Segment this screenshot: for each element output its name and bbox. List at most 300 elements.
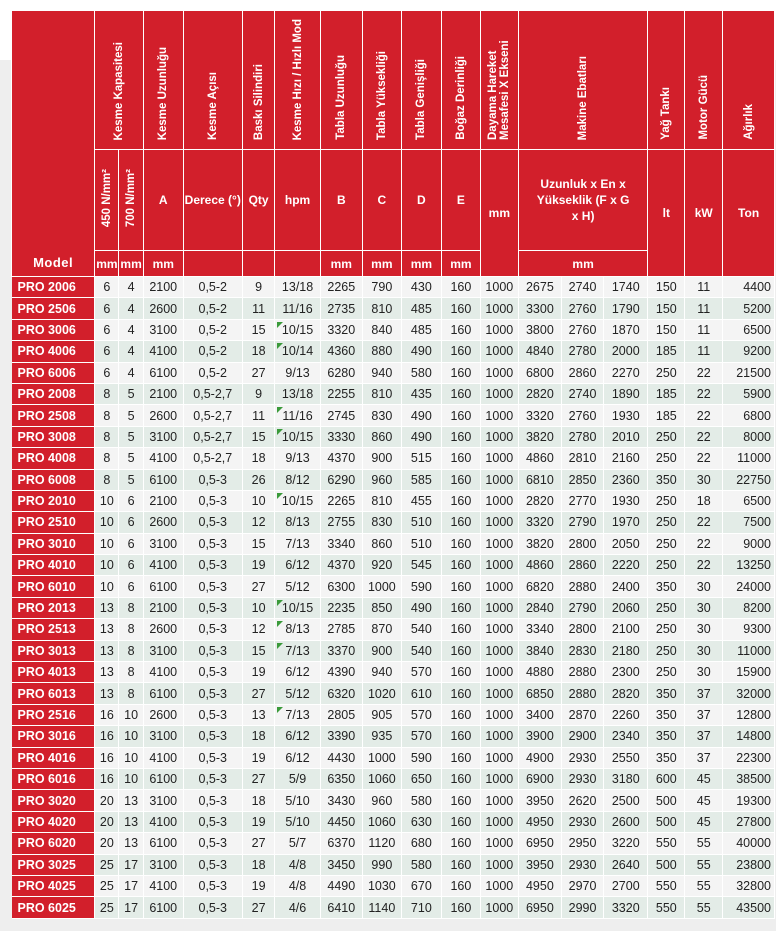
ebat-g-cell: 2800 <box>562 533 604 554</box>
tabla-yuksekligi-cell: 960 <box>362 469 401 490</box>
tabla-yuksekligi-cell: 790 <box>362 277 401 298</box>
kesme-uzunlugu-cell: 2600 <box>143 704 183 725</box>
kesme-acisi-cell: 0,5-2,7 <box>183 426 242 447</box>
cap450-cell: 6 <box>95 341 119 362</box>
bogaz-derinligi-cell: 160 <box>441 555 480 576</box>
tabla-yuksekligi-cell: 920 <box>362 555 401 576</box>
cap450-cell: 8 <box>95 469 119 490</box>
hpm-cell: 4/8 <box>275 875 320 896</box>
baski-silindiri-cell: 27 <box>242 768 275 789</box>
baski-silindiri-cell: 19 <box>242 811 275 832</box>
ebat-f-cell: 6950 <box>518 833 561 854</box>
spec-table <box>11 10 775 919</box>
ebat-f-cell: 3840 <box>518 640 561 661</box>
yag-tanki-cell: 250 <box>648 512 685 533</box>
hpm-cell: 7/13 <box>275 533 320 554</box>
bogaz-derinligi-cell: 160 <box>441 426 480 447</box>
bogaz-derinligi-cell: 160 <box>441 576 480 597</box>
yag-tanki-label: Yağ Tankı <box>660 87 673 140</box>
model-cell: PRO 2508 <box>12 405 95 426</box>
tabla-genisligi-cell: 490 <box>401 405 441 426</box>
tabla-uzunlugu-cell: 2235 <box>320 597 362 618</box>
motor-gucu-header <box>685 11 723 150</box>
motor-gucu-cell: 37 <box>685 704 723 725</box>
model-cell: PRO 4010 <box>12 555 95 576</box>
agirlik-cell: 9300 <box>723 619 775 640</box>
hpm-cell: 8/13 <box>275 512 320 533</box>
e-label: E <box>456 193 465 207</box>
dayama-unit-label: mm <box>488 206 510 220</box>
bogaz-derinligi-header <box>441 11 480 150</box>
baski-silindiri-label: Baskı Silindiri <box>252 63 265 140</box>
tabla-genisligi-cell: 570 <box>401 726 441 747</box>
tabla-genisligi-cell: 630 <box>401 811 441 832</box>
agirlik-cell: 27800 <box>723 811 775 832</box>
table-row <box>12 747 775 768</box>
hpm-cell: 7/13 <box>275 704 320 725</box>
bogaz-derinligi-cell: 160 <box>441 726 480 747</box>
model-cell: PRO 6016 <box>12 768 95 789</box>
ebat-f-cell: 3300 <box>518 298 561 319</box>
bogaz-derinligi-cell: 160 <box>441 490 480 511</box>
ebat-g-cell: 2860 <box>562 555 604 576</box>
cap450-cell: 13 <box>95 640 119 661</box>
agirlik-cell: 6500 <box>723 490 775 511</box>
cap700-cell: 8 <box>119 597 143 618</box>
kesme-uzunlugu-cell: 2100 <box>143 490 183 511</box>
corner-marker-icon <box>277 343 283 349</box>
ebat-f-cell: 6900 <box>518 768 561 789</box>
tabla-uzunlugu-cell: 4360 <box>320 341 362 362</box>
dayama-header <box>480 11 518 150</box>
tabla-genisligi-header <box>401 11 441 150</box>
ebat-g-cell: 2740 <box>562 383 604 404</box>
tabla-yuksekligi-cell: 900 <box>362 448 401 469</box>
motor-gucu-cell: 30 <box>685 469 723 490</box>
bogaz-derinligi-cell: 160 <box>441 362 480 383</box>
kesme-acisi-cell: 0,5-3 <box>183 619 242 640</box>
model-cell: PRO 2010 <box>12 490 95 511</box>
dayama-cell: 1000 <box>480 768 518 789</box>
motor-gucu-cell: 30 <box>685 662 723 683</box>
hpm-cell: 5/7 <box>275 833 320 854</box>
kesme-acisi-cell: 0,5-3 <box>183 790 242 811</box>
kesme-acisi-cell: 0,5-3 <box>183 897 242 918</box>
table-row <box>12 726 775 747</box>
table-row <box>12 298 775 319</box>
ebat-g-cell: 2880 <box>562 662 604 683</box>
baski-silindiri-cell: 11 <box>242 405 275 426</box>
tabla-genisligi-cell: 455 <box>401 490 441 511</box>
tabla-yuksekligi-cell: 905 <box>362 704 401 725</box>
empty-unit <box>275 251 320 277</box>
kesme-uzunlugu-cell: 4100 <box>143 448 183 469</box>
model-cell: PRO 4006 <box>12 341 95 362</box>
ebat-g-cell: 2760 <box>562 319 604 340</box>
tabla-uzunlugu-cell: 3450 <box>320 854 362 875</box>
cap450-cell: 6 <box>95 298 119 319</box>
tabla-uzunlugu-cell: 2785 <box>320 619 362 640</box>
yag-tanki-cell: 150 <box>648 298 685 319</box>
ton-header <box>723 150 775 277</box>
cap700-cell: 13 <box>119 833 143 854</box>
tabla-genisligi-cell: 580 <box>401 790 441 811</box>
agirlik-cell: 5900 <box>723 383 775 404</box>
ebat-g-cell: 2780 <box>562 341 604 362</box>
yag-tanki-cell: 500 <box>648 790 685 811</box>
bogaz-derinligi-cell: 160 <box>441 897 480 918</box>
ebat-h-cell: 1970 <box>604 512 648 533</box>
bogaz-derinligi-cell: 160 <box>441 833 480 854</box>
hpm-cell: 10/15 <box>275 319 320 340</box>
ebat-f-cell: 4860 <box>518 555 561 576</box>
bogaz-derinligi-cell: 160 <box>441 875 480 896</box>
tabla-yuksekligi-cell: 830 <box>362 405 401 426</box>
tabla-uzunlugu-cell: 4370 <box>320 448 362 469</box>
ebat-h-cell: 2340 <box>604 726 648 747</box>
table-row <box>12 768 775 789</box>
model-cell: PRO 6013 <box>12 683 95 704</box>
header-row-units <box>12 150 775 251</box>
tabla-genisligi-cell: 510 <box>401 512 441 533</box>
baski-silindiri-cell: 10 <box>242 597 275 618</box>
hpm-cell: 10/15 <box>275 490 320 511</box>
mm-label: mm <box>96 256 118 271</box>
tabla-yuksekligi-cell: 850 <box>362 597 401 618</box>
ebat-formula-label: Uzunluk x En x Yükseklik (F x G x H) <box>536 177 630 223</box>
tabla-genisligi-cell: 670 <box>401 875 441 896</box>
table-row <box>12 405 775 426</box>
kesme-acisi-cell: 0,5-2 <box>183 319 242 340</box>
ebat-h-cell: 2100 <box>604 619 648 640</box>
ebat-f-cell: 6850 <box>518 683 561 704</box>
cap700-cell: 6 <box>119 576 143 597</box>
mm-label: mm <box>572 256 594 271</box>
agirlik-cell: 15900 <box>723 662 775 683</box>
ebat-h-cell: 1790 <box>604 298 648 319</box>
mm-label: mm <box>410 256 433 271</box>
model-cell: PRO 2008 <box>12 383 95 404</box>
ebat-h-cell: 1740 <box>604 277 648 298</box>
tabla-genisligi-cell: 490 <box>401 597 441 618</box>
kesme-acisi-cell: 0,5-3 <box>183 576 242 597</box>
agirlik-cell: 9200 <box>723 341 775 362</box>
kesme-acisi-cell: 0,5-3 <box>183 726 242 747</box>
tabla-uzunlugu-cell: 3390 <box>320 726 362 747</box>
cap450-cell: 8 <box>95 383 119 404</box>
cap450-cell: 13 <box>95 619 119 640</box>
ebat-h-cell: 3320 <box>604 897 648 918</box>
hpm-cell: 7/13 <box>275 640 320 661</box>
tabla-yuksekligi-cell: 810 <box>362 383 401 404</box>
yag-tanki-cell: 350 <box>648 747 685 768</box>
kesme-uzunlugu-cell: 3100 <box>143 319 183 340</box>
cap700-cell: 5 <box>119 383 143 404</box>
mm-unit <box>401 251 441 277</box>
tabla-yuksekligi-cell: 940 <box>362 362 401 383</box>
dayama-cell: 1000 <box>480 747 518 768</box>
cap700-label: 700 N/mm² <box>125 169 138 228</box>
corner-marker-icon <box>277 643 283 649</box>
agirlik-cell: 24000 <box>723 576 775 597</box>
agirlik-cell: 22300 <box>723 747 775 768</box>
yag-tanki-cell: 350 <box>648 726 685 747</box>
hpm-label: hpm <box>284 193 311 207</box>
yag-tanki-cell: 600 <box>648 768 685 789</box>
ebat-f-cell: 2820 <box>518 490 561 511</box>
hpm-cell: 13/18 <box>275 383 320 404</box>
table-row <box>12 704 775 725</box>
dayama-cell: 1000 <box>480 383 518 404</box>
baski-silindiri-cell: 9 <box>242 383 275 404</box>
ebat-f-cell: 4950 <box>518 811 561 832</box>
tabla-yuksekligi-cell: 870 <box>362 619 401 640</box>
tabla-yuksekligi-cell: 1060 <box>362 811 401 832</box>
cap450-cell: 8 <box>95 405 119 426</box>
cap700-cell: 8 <box>119 619 143 640</box>
ebat-g-cell: 2790 <box>562 597 604 618</box>
tabla-uzunlugu-cell: 2755 <box>320 512 362 533</box>
motor-gucu-cell: 45 <box>685 811 723 832</box>
kesme-uzunlugu-label: Kesme Uzunluğu <box>157 46 170 140</box>
cap450-cell: 10 <box>95 555 119 576</box>
baski-silindiri-cell: 15 <box>242 319 275 340</box>
dayama-cell: 1000 <box>480 319 518 340</box>
baski-silindiri-cell: 12 <box>242 619 275 640</box>
d-header <box>401 150 441 251</box>
model-cell: PRO 6008 <box>12 469 95 490</box>
tabla-genisligi-cell: 590 <box>401 747 441 768</box>
agirlik-cell: 7500 <box>723 512 775 533</box>
tabla-yuksekligi-cell: 1140 <box>362 897 401 918</box>
kesme-uzunlugu-cell: 3100 <box>143 790 183 811</box>
cap700-cell: 6 <box>119 490 143 511</box>
ebat-f-cell: 6820 <box>518 576 561 597</box>
baski-silindiri-cell: 9 <box>242 277 275 298</box>
agirlik-cell: 38500 <box>723 768 775 789</box>
tabla-genisligi-cell: 610 <box>401 683 441 704</box>
ebat-f-cell: 4840 <box>518 341 561 362</box>
ebat-g-cell: 2950 <box>562 833 604 854</box>
yag-tanki-cell: 350 <box>648 704 685 725</box>
cap700-cell: 6 <box>119 533 143 554</box>
dayama-cell: 1000 <box>480 875 518 896</box>
kesme-uzunlugu-cell: 2600 <box>143 298 183 319</box>
b-header <box>320 150 362 251</box>
agirlik-cell: 23800 <box>723 854 775 875</box>
tabla-uzunlugu-cell: 3340 <box>320 533 362 554</box>
yag-tanki-cell: 500 <box>648 811 685 832</box>
kesme-acisi-cell: 0,5-3 <box>183 640 242 661</box>
tabla-yuksekligi-cell: 810 <box>362 490 401 511</box>
spec-rows <box>12 277 775 919</box>
hpm-cell: 6/12 <box>275 726 320 747</box>
ebat-h-cell: 2640 <box>604 854 648 875</box>
table-row <box>12 277 775 298</box>
dayama-unit-header <box>480 150 518 277</box>
lt-header <box>648 150 685 277</box>
kesme-hizi-label: Kesme Hızı / Hızlı Mod <box>291 18 304 140</box>
agirlik-cell: 6500 <box>723 319 775 340</box>
kesme-uzunlugu-cell: 3100 <box>143 426 183 447</box>
tabla-uzunlugu-cell: 6410 <box>320 897 362 918</box>
yag-tanki-cell: 250 <box>648 448 685 469</box>
cap450-cell: 16 <box>95 726 119 747</box>
tabla-genisligi-cell: 580 <box>401 362 441 383</box>
derece-label: Derece (°) <box>184 192 241 207</box>
ebat-f-cell: 2820 <box>518 383 561 404</box>
ebat-h-cell: 2820 <box>604 683 648 704</box>
tabla-genisligi-cell: 430 <box>401 277 441 298</box>
tabla-yuksekligi-cell: 990 <box>362 854 401 875</box>
kesme-acisi-cell: 0,5-3 <box>183 512 242 533</box>
dayama-cell: 1000 <box>480 426 518 447</box>
bogaz-derinligi-cell: 160 <box>441 448 480 469</box>
tabla-yuksekligi-cell: 960 <box>362 790 401 811</box>
hpm-cell: 10/15 <box>275 597 320 618</box>
yag-tanki-header <box>648 11 685 150</box>
cap700-cell: 6 <box>119 555 143 576</box>
dayama-cell: 1000 <box>480 469 518 490</box>
ebat-f-cell: 4950 <box>518 875 561 896</box>
kesme-acisi-cell: 0,5-3 <box>183 490 242 511</box>
baski-silindiri-cell: 27 <box>242 683 275 704</box>
kesme-acisi-cell: 0,5-3 <box>183 533 242 554</box>
table-row <box>12 512 775 533</box>
b-label: B <box>336 193 346 207</box>
baski-silindiri-cell: 13 <box>242 704 275 725</box>
motor-gucu-cell: 55 <box>685 854 723 875</box>
ebat-h-cell: 2700 <box>604 875 648 896</box>
kesme-uzunlugu-cell: 6100 <box>143 833 183 854</box>
table-row <box>12 811 775 832</box>
yag-tanki-cell: 185 <box>648 405 685 426</box>
cap450-cell: 6 <box>95 319 119 340</box>
baski-silindiri-cell: 26 <box>242 469 275 490</box>
ebat-f-cell: 3400 <box>518 704 561 725</box>
cap700-cell: 6 <box>119 512 143 533</box>
ebat-h-cell: 1930 <box>604 405 648 426</box>
tabla-genisligi-cell: 540 <box>401 619 441 640</box>
dayama-cell: 1000 <box>480 704 518 725</box>
tabla-yuksekligi-cell: 880 <box>362 341 401 362</box>
corner-marker-icon <box>277 407 283 413</box>
mm-label: mm <box>371 256 393 271</box>
motor-gucu-cell: 22 <box>685 512 723 533</box>
motor-gucu-cell: 37 <box>685 726 723 747</box>
model-cell: PRO 2006 <box>12 277 95 298</box>
motor-gucu-cell: 37 <box>685 683 723 704</box>
tabla-yuksekligi-cell: 1060 <box>362 768 401 789</box>
kesme-uzunlugu-cell: 4100 <box>143 662 183 683</box>
mm-label: mm <box>152 256 174 271</box>
cap700-cell: 8 <box>119 640 143 661</box>
dayama-cell: 1000 <box>480 512 518 533</box>
tabla-genisligi-cell: 680 <box>401 833 441 854</box>
ton-label: Ton <box>738 206 760 220</box>
mm-unit <box>441 251 480 277</box>
motor-gucu-cell: 55 <box>685 875 723 896</box>
makine-ebatlari-label: Makine Ebatları <box>577 55 590 140</box>
kesme-acisi-cell: 0,5-2,7 <box>183 448 242 469</box>
kesme-kapasitesi-label: Kesme Kapasitesi <box>112 41 125 140</box>
tabla-genisligi-cell: 490 <box>401 426 441 447</box>
tabla-uzunlugu-cell: 3320 <box>320 319 362 340</box>
dayama-cell: 1000 <box>480 619 518 640</box>
cap450-cell: 10 <box>95 576 119 597</box>
hpm-cell: 6/12 <box>275 747 320 768</box>
cap700-cell: 5 <box>119 426 143 447</box>
d-label: D <box>417 193 426 207</box>
yag-tanki-cell: 250 <box>648 533 685 554</box>
cap450-cell: 25 <box>95 875 119 896</box>
agirlik-cell: 8000 <box>723 426 775 447</box>
table-row <box>12 490 775 511</box>
ebat-f-cell: 2840 <box>518 597 561 618</box>
kesme-hizi-header <box>275 11 320 150</box>
ebat-f-cell: 3900 <box>518 726 561 747</box>
motor-gucu-cell: 18 <box>685 490 723 511</box>
lt-label: lt <box>662 206 671 220</box>
ebat-f-cell: 4900 <box>518 747 561 768</box>
ebat-h-cell: 2000 <box>604 341 648 362</box>
tabla-genisligi-cell: 490 <box>401 341 441 362</box>
tabla-uzunlugu-cell: 2745 <box>320 405 362 426</box>
ebat-g-cell: 2800 <box>562 619 604 640</box>
cap450-cell: 16 <box>95 747 119 768</box>
bogaz-derinligi-cell: 160 <box>441 619 480 640</box>
kesme-acisi-label: Kesme Açısı <box>206 72 219 140</box>
kesme-uzunlugu-cell: 2600 <box>143 512 183 533</box>
bogaz-derinligi-cell: 160 <box>441 277 480 298</box>
tabla-yuksekligi-cell: 840 <box>362 319 401 340</box>
yag-tanki-cell: 250 <box>648 597 685 618</box>
bogaz-derinligi-cell: 160 <box>441 790 480 811</box>
kesme-uzunlugu-cell: 4100 <box>143 811 183 832</box>
kesme-uzunlugu-cell: 3100 <box>143 854 183 875</box>
dayama-cell: 1000 <box>480 533 518 554</box>
cap700-cell: 17 <box>119 897 143 918</box>
agirlik-cell: 13250 <box>723 555 775 576</box>
kesme-acisi-cell: 0,5-3 <box>183 597 242 618</box>
agirlik-cell: 32800 <box>723 875 775 896</box>
tabla-genisligi-cell: 580 <box>401 854 441 875</box>
ebat-formula-header <box>518 150 648 251</box>
ebat-h-cell: 2160 <box>604 448 648 469</box>
mm-label: mm <box>450 256 472 271</box>
ebat-h-cell: 2300 <box>604 662 648 683</box>
ebat-g-cell: 2990 <box>562 897 604 918</box>
cap700-cell: 5 <box>119 469 143 490</box>
cap450-cell: 25 <box>95 854 119 875</box>
motor-gucu-cell: 11 <box>685 277 723 298</box>
tabla-uzunlugu-cell: 4430 <box>320 747 362 768</box>
ebat-h-cell: 2360 <box>604 469 648 490</box>
dayama-cell: 1000 <box>480 790 518 811</box>
model-header <box>12 11 95 277</box>
tabla-yuksekligi-cell: 1030 <box>362 875 401 896</box>
yag-tanki-cell: 250 <box>648 619 685 640</box>
yag-tanki-cell: 250 <box>648 555 685 576</box>
tabla-uzunlugu-cell: 3430 <box>320 790 362 811</box>
tabla-uzunlugu-cell: 2265 <box>320 277 362 298</box>
ebat-f-cell: 3320 <box>518 405 561 426</box>
tabla-genisligi-cell: 545 <box>401 555 441 576</box>
tabla-genisligi-cell: 435 <box>401 383 441 404</box>
cap450-cell: 10 <box>95 533 119 554</box>
hpm-cell: 8/13 <box>275 619 320 640</box>
cap450-cell: 6 <box>95 362 119 383</box>
